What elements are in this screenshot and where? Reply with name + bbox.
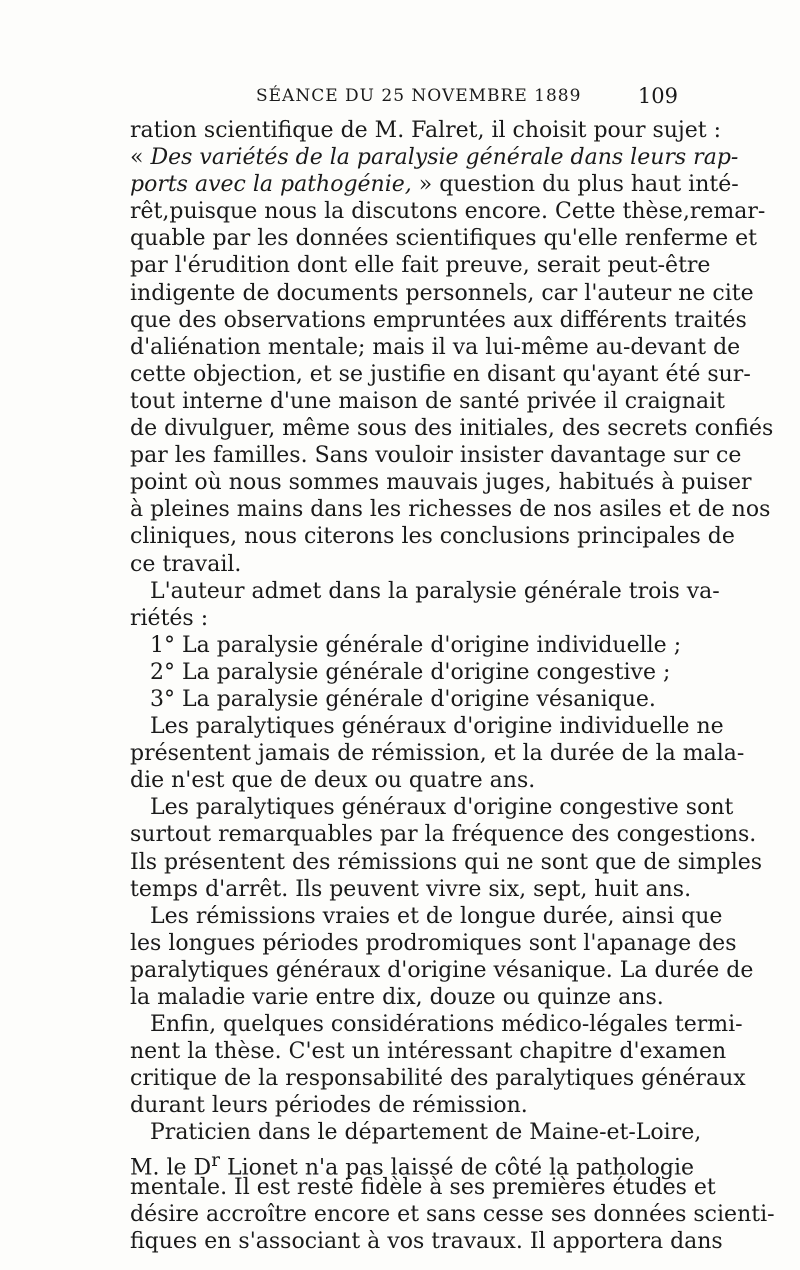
text-segment: nent la thèse. C'est un intéressant chapitre d'examen (130, 1039, 727, 1065)
text-line (130, 523, 735, 550)
text-segment: de divulguer, même sous des initiales, des secrets confiés (130, 416, 774, 442)
text-segment: d'aliénation mentale; mais il va lui-même au-devant de (130, 334, 741, 360)
text-line (130, 1147, 694, 1180)
text-line (130, 1119, 702, 1146)
text-segment: die n'est que de deux ou quatre ans. (130, 768, 536, 794)
text-line (130, 903, 723, 930)
text-line (130, 1201, 775, 1228)
text-segment: mentale. Il est resté fidèle à ses premières études et (130, 1174, 716, 1200)
text-line (130, 469, 752, 496)
text-line (130, 171, 739, 198)
page-number: 109 (637, 84, 678, 108)
text-line (130, 1065, 746, 1092)
running-title: SÉANCE DU 25 NOVEMBRE 1889 (256, 86, 582, 106)
text-line (130, 605, 676, 632)
text-segment: Enfin, quelques considérations médico-légales termi- (150, 1012, 743, 1038)
text-line (130, 740, 745, 767)
text-line (130, 442, 742, 469)
text-line (130, 280, 754, 307)
text-segment: ce travail. (130, 551, 242, 577)
text-line (130, 713, 724, 740)
text-segment: « (130, 145, 151, 171)
text-line (130, 225, 757, 252)
text-segment: les longues périodes prodromiques sont l'apanage des (130, 930, 737, 956)
text-line (130, 117, 722, 144)
text-line (130, 1038, 727, 1065)
text-line (130, 876, 692, 903)
text-segment: riétés : (130, 605, 209, 631)
text-segment: r (211, 1149, 220, 1171)
text-segment: surtout remarquables par la fréquence des congestions. (130, 822, 757, 848)
text-line (130, 198, 766, 225)
text-line (130, 496, 771, 523)
text-line (130, 767, 676, 794)
text-segment: la maladie varie entre dix, douze ou quinze ans. (130, 985, 664, 1010)
text-segment: Praticien dans le département de Maine-et-Loire, (150, 1120, 702, 1146)
text-line (130, 252, 711, 279)
text-line (130, 361, 751, 388)
text-line (130, 551, 676, 578)
text-line (130, 1174, 716, 1201)
text-segment: rêt,puisque nous la discutons encore. Cette thèse,remar- (130, 199, 766, 225)
text-line (130, 1092, 676, 1119)
body-text (130, 117, 775, 1255)
text-segment: fiques en s'associant à vos travaux. Il apportera dans (130, 1228, 723, 1254)
text-line (130, 334, 741, 361)
text-segment: indigente de documents personnels, car l'auteur ne cite (130, 280, 754, 306)
text-segment: 2° La paralysie générale d'origine congestive ; (150, 659, 671, 685)
text-segment: tout interne d'une maison de santé privée il craignait (130, 388, 725, 414)
text-line (130, 686, 676, 713)
text-segment: 3° La paralysie générale d'origine vésanique. (150, 686, 656, 712)
text-line (130, 307, 747, 334)
text-segment: à pleines mains dans les richesses de nos asiles et de nos (130, 497, 771, 523)
text-segment: Ils présentent des rémissions qui ne sont que de simples (130, 849, 763, 875)
text-line (130, 659, 676, 686)
text-segment: Lionet n'a pas laissé de côté la pathologie (219, 1154, 694, 1180)
text-segment: ports avec la pathogénie, (130, 172, 412, 198)
running-header (128, 86, 678, 116)
text-line (130, 144, 739, 171)
text-line (130, 849, 763, 876)
text-line (130, 578, 720, 605)
text-segment: Les paralytiques généraux d'origine individuelle ne (150, 714, 724, 740)
text-line (130, 930, 737, 957)
text-segment: M. le D (130, 1154, 212, 1180)
text-segment: désire accroître encore et sans cesse ses données scienti- (130, 1201, 775, 1227)
text-segment: paralytiques généraux d'origine vésanique. La durée de (130, 957, 754, 983)
text-segment: temps d'arrêt. Ils peuvent vivre six, sept, huit ans. (130, 876, 692, 902)
text-segment: ration scientifique de M. Falret, il choisit pour sujet : (130, 118, 722, 143)
text-segment: par les familles. Sans vouloir insister davantage sur ce (130, 443, 742, 469)
text-line (130, 415, 774, 442)
text-line (130, 794, 734, 821)
text-segment: Les rémissions vraies et de longue durée, ainsi que (150, 903, 723, 929)
text-line (130, 632, 682, 659)
text-segment: que des observations empruntées aux différents traités (130, 307, 747, 333)
text-segment: présentent jamais de rémission, et la durée de la mala- (130, 741, 745, 767)
text-segment: cette objection, et se justifie en disant qu'ayant été sur- (130, 361, 751, 387)
text-segment: L'auteur admet dans la paralysie générale trois va- (150, 578, 720, 604)
text-segment: Des variétés de la paralysie générale dans leurs rap- (150, 145, 739, 171)
text-segment: durant leurs périodes de rémission. (130, 1093, 528, 1119)
text-line (130, 1228, 723, 1255)
text-line (130, 388, 725, 415)
text-segment: quable par les données scientifiques qu'elle renferme et (130, 226, 757, 252)
text-segment: par l'érudition dont elle fait preuve, serait peut-être (130, 253, 711, 279)
text-segment: cliniques, nous citerons les conclusions principales de (130, 524, 735, 550)
text-segment: point où nous sommes mauvais juges, habitués à puiser (130, 470, 752, 496)
text-line (130, 957, 754, 984)
text-segment: Les paralytiques généraux d'origine congestive sont (150, 795, 734, 821)
text-line (130, 984, 676, 1011)
text-line (130, 1011, 743, 1038)
text-segment: 1° La paralysie générale d'origine individuelle ; (150, 632, 682, 658)
text-segment: critique de la responsabilité des paralytiques généraux (130, 1066, 746, 1092)
text-segment: » question du plus haut inté- (411, 172, 739, 198)
text-line (130, 821, 757, 848)
